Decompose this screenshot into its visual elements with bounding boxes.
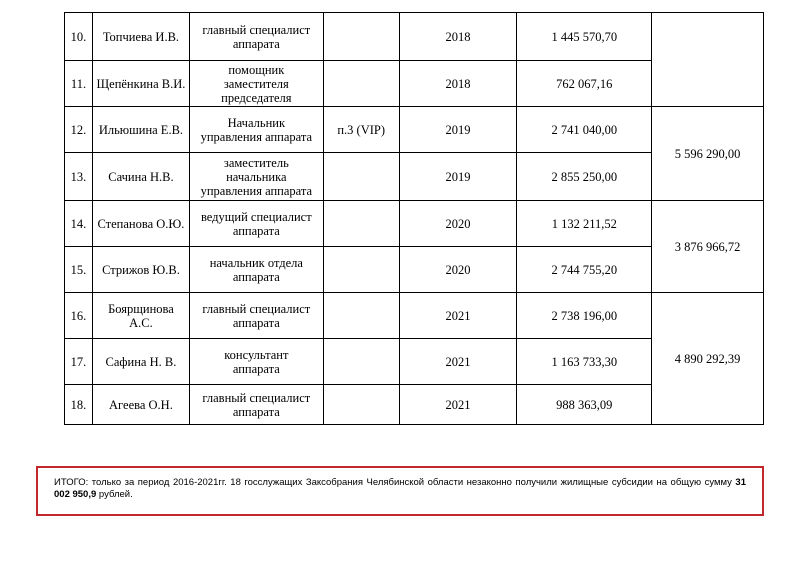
group-total: 4 890 292,39 (652, 293, 764, 425)
year-cell: 2018 (399, 61, 517, 107)
amount-cell: 762 067,16 (517, 61, 652, 107)
summary-total-amount: 31 002 950,9 (54, 477, 746, 500)
employee-name: Ильюшина Е.В. (92, 107, 189, 153)
note-cell (323, 153, 399, 201)
employee-name: Боярщинова А.С. (92, 293, 189, 339)
summary-suffix: рублей. (96, 489, 133, 500)
amount-cell: 1 445 570,70 (517, 13, 652, 61)
table-row (65, 107, 764, 153)
row-number: 15. (65, 247, 93, 293)
note-cell (323, 385, 399, 425)
table-row (65, 201, 764, 247)
row-number: 16. (65, 293, 93, 339)
year-cell: 2020 (399, 247, 517, 293)
amount-cell: 2 744 755,20 (517, 247, 652, 293)
employee-name: Сафина Н. В. (92, 339, 189, 385)
note-cell (323, 339, 399, 385)
group-total (652, 13, 764, 107)
summary-box (36, 466, 764, 516)
employee-name: Топчиева И.В. (92, 13, 189, 61)
group-total: 3 876 966,72 (652, 201, 764, 293)
amount-cell: 1 163 733,30 (517, 339, 652, 385)
employee-name: Сачина Н.В. (92, 153, 189, 201)
note-cell: п.3 (VIP) (323, 107, 399, 153)
amount-cell: 2 741 040,00 (517, 107, 652, 153)
employee-position: консультант аппарата (189, 339, 323, 385)
year-cell: 2021 (399, 385, 517, 425)
year-cell: 2021 (399, 339, 517, 385)
row-number: 13. (65, 153, 93, 201)
row-number: 12. (65, 107, 93, 153)
employee-position: помощник заместителя председателя (189, 61, 323, 107)
note-cell (323, 201, 399, 247)
employee-name: Степанова О.Ю. (92, 201, 189, 247)
employee-position: Начальник управления аппарата (189, 107, 323, 153)
subsidy-table (64, 12, 764, 425)
note-cell (323, 247, 399, 293)
row-number: 17. (65, 339, 93, 385)
row-number: 18. (65, 385, 93, 425)
table-row (65, 13, 764, 61)
note-cell (323, 13, 399, 61)
employee-position: заместитель начальника управления аппарата (189, 153, 323, 201)
employee-name: Щепёнкина В.И. (92, 61, 189, 107)
row-number: 10. (65, 13, 93, 61)
row-number: 11. (65, 61, 93, 107)
amount-cell: 2 855 250,00 (517, 153, 652, 201)
year-cell: 2021 (399, 293, 517, 339)
employee-position: главный специалист аппарата (189, 13, 323, 61)
year-cell: 2018 (399, 13, 517, 61)
table-row (65, 293, 764, 339)
employee-name: Стрижов Ю.В. (92, 247, 189, 293)
amount-cell: 2 738 196,00 (517, 293, 652, 339)
summary-text: ИТОГО: только за период 2016-2021гг. 18 госслужащих Заксобрания Челябинской области незаконно получили жилищные субсидии на общую сумму (54, 477, 736, 488)
employee-position: ведущий специалист аппарата (189, 201, 323, 247)
year-cell: 2020 (399, 201, 517, 247)
employee-position: главный специалист аппарата (189, 293, 323, 339)
group-total: 5 596 290,00 (652, 107, 764, 201)
amount-cell: 1 132 211,52 (517, 201, 652, 247)
row-number: 14. (65, 201, 93, 247)
note-cell (323, 293, 399, 339)
employee-name: Агеева О.Н. (92, 385, 189, 425)
year-cell: 2019 (399, 153, 517, 201)
employee-position: главный специалист аппарата (189, 385, 323, 425)
employee-position: начальник отдела аппарата (189, 247, 323, 293)
amount-cell: 988 363,09 (517, 385, 652, 425)
year-cell: 2019 (399, 107, 517, 153)
note-cell (323, 61, 399, 107)
